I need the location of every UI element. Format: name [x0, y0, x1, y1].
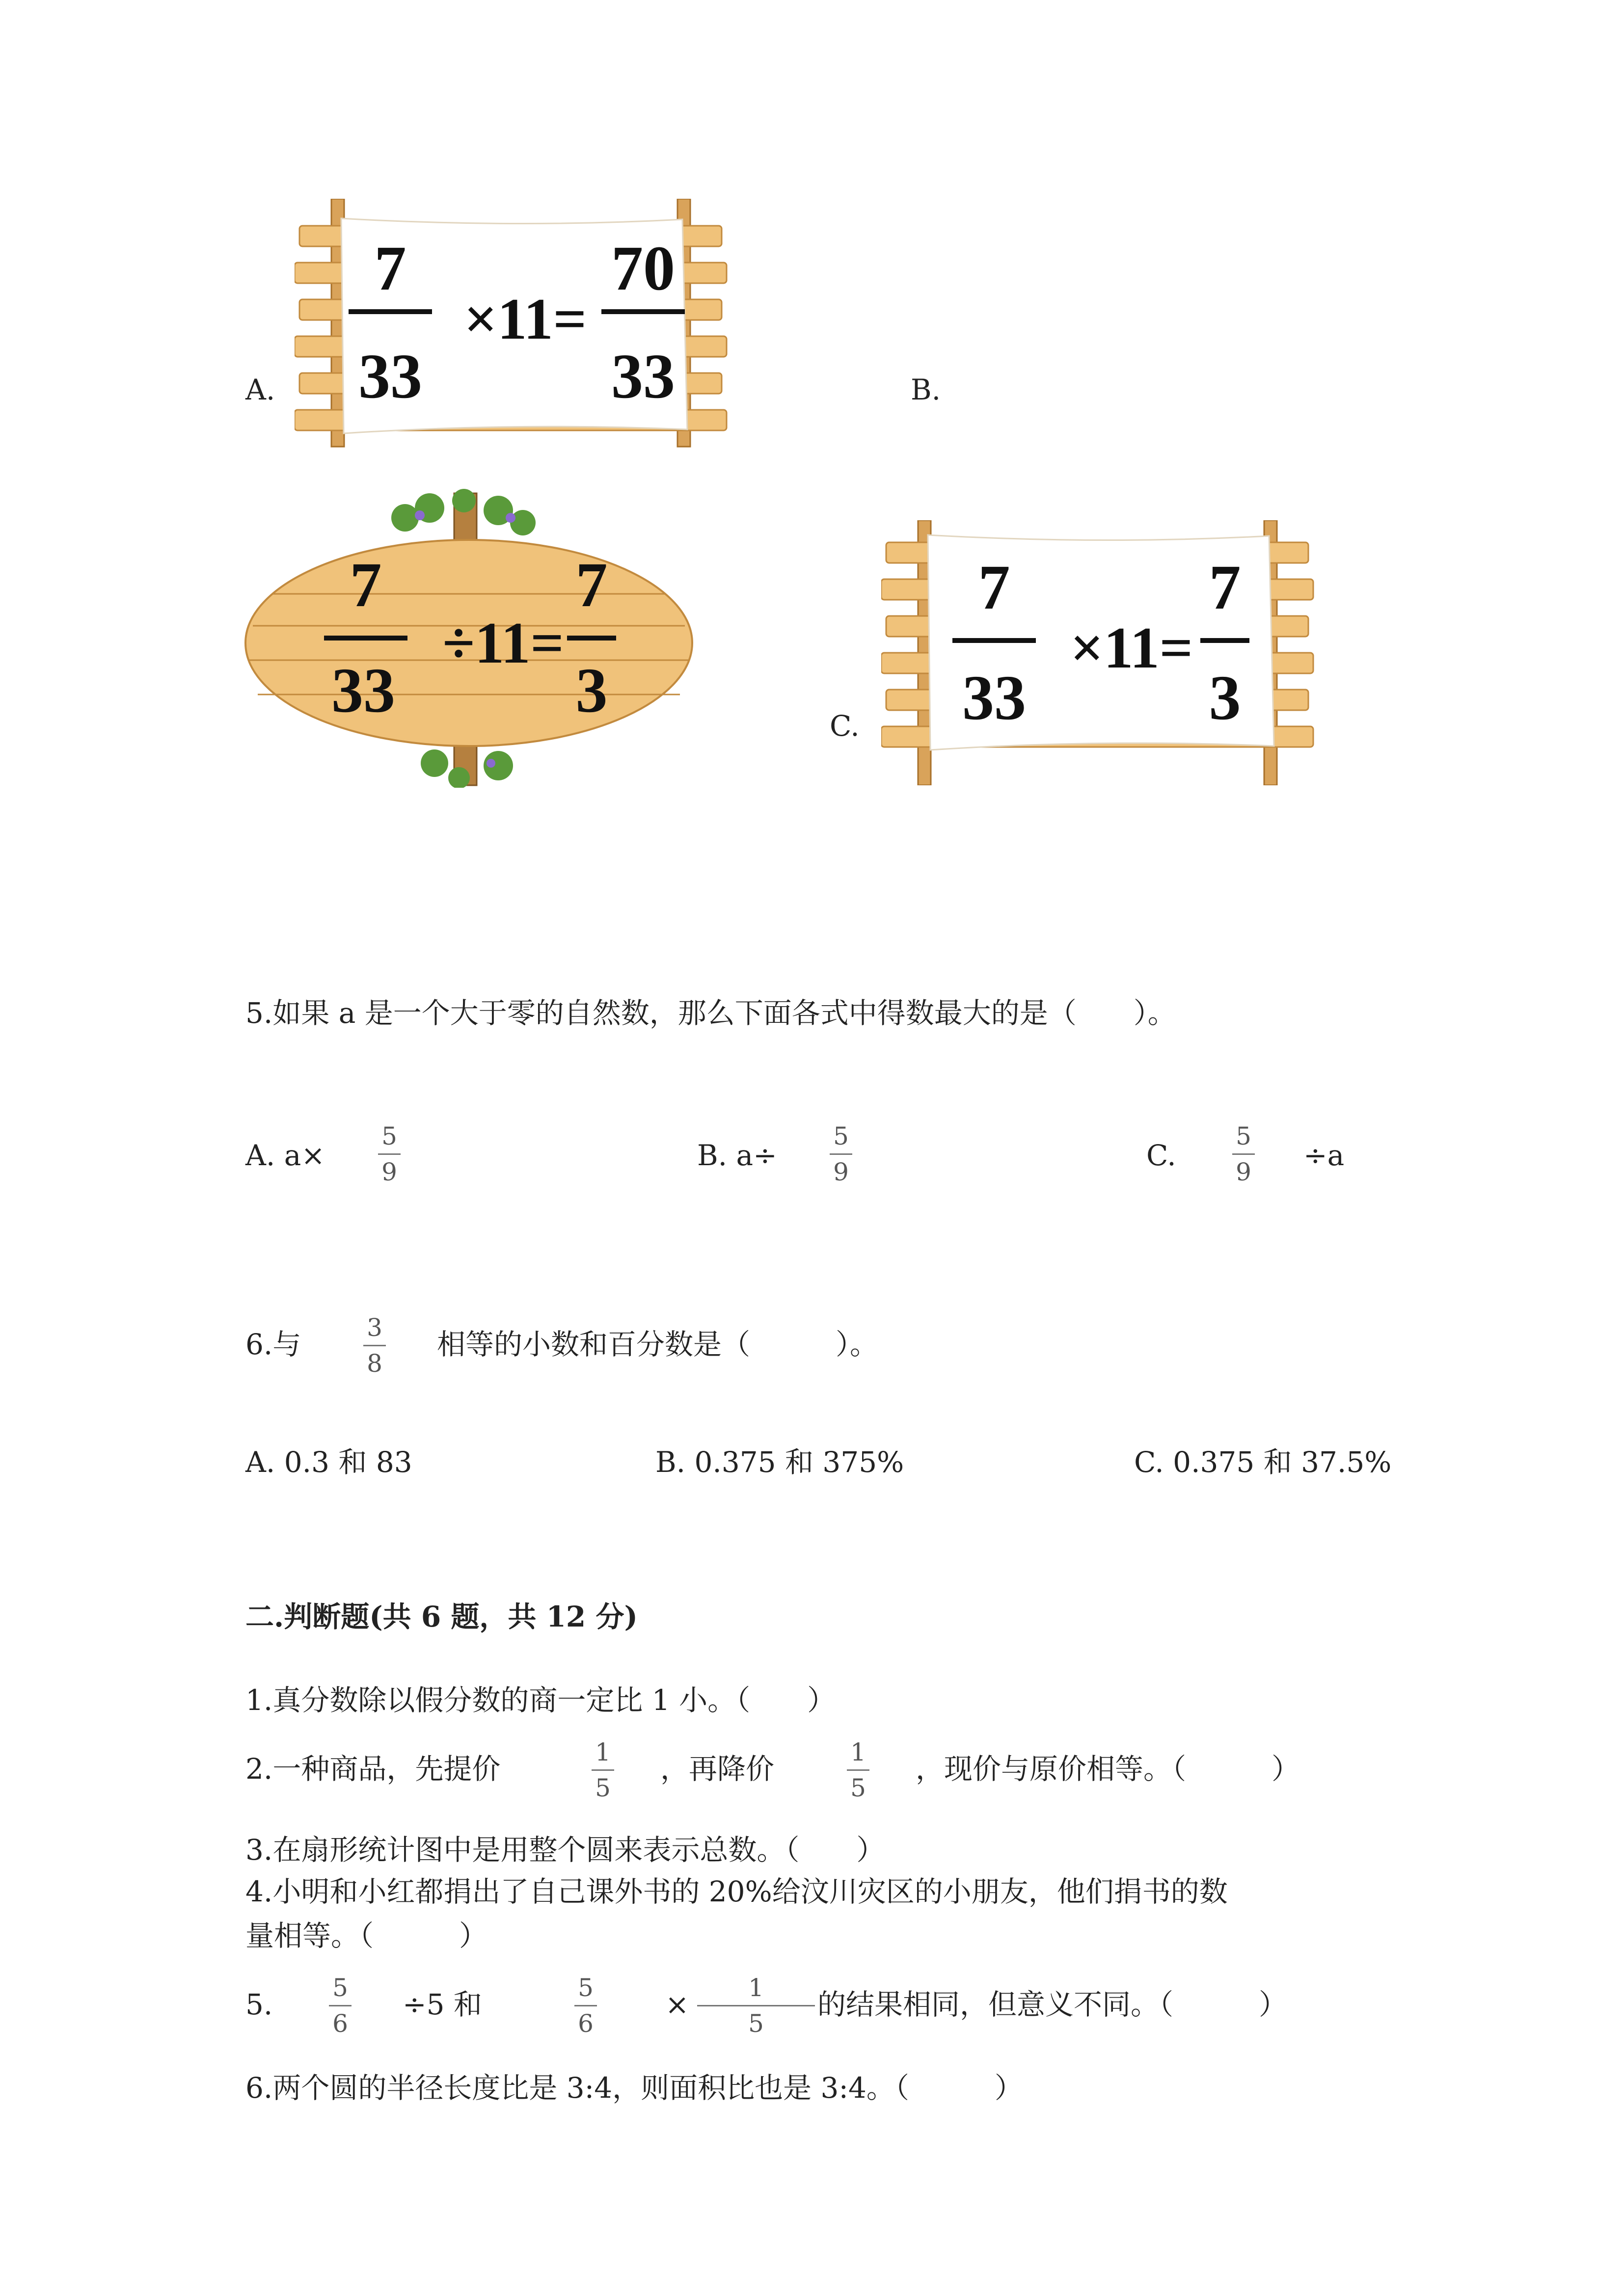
q4-option-a-label: A.: [245, 373, 275, 406]
judge-item-6: 6.两个圆的半径长度比是 3:4，则面积比也是 3:4。（ ）: [245, 2071, 1023, 2105]
judge-item-2-mid: ，再降价: [660, 1752, 775, 1786]
sign-a-den2: 33: [611, 341, 675, 412]
judge-item-4-line-1: 4.小明和小红都捐出了自己课外书的 20%给汶川灾区的小朋友，他们捐书的数: [245, 1875, 1228, 1908]
q6-prefix: 6.与: [245, 1328, 301, 1361]
q5-option-c-suffix: ÷a: [1303, 1139, 1345, 1172]
q6-option-b: B. 0.375 和 375%: [655, 1445, 904, 1479]
sign-b-num2: 7: [575, 550, 608, 620]
judge-item-1: 1.真分数除以假分数的商一定比 1 小。（ ）: [245, 1683, 836, 1717]
q4-option-b-label: B.: [911, 373, 941, 406]
q5-option-a: A. a×: [245, 1139, 325, 1172]
q6-option-a: A. 0.3 和 83: [245, 1445, 412, 1479]
judge-item-5-prefix: 5.: [245, 1988, 273, 2021]
q5-stem: 5.如果 a 是一个大于零的自然数，那么下面各式中得数最大的是（ ）。: [245, 996, 1176, 1030]
sign-c-den1: 33: [962, 663, 1026, 733]
q5-option-b: B. a÷: [697, 1139, 777, 1172]
q5-option-c: C.: [1146, 1139, 1176, 1172]
judge-item-5-mid-1: ÷5 和: [403, 1988, 482, 2021]
sign-board-c: [881, 520, 1323, 785]
judge-item-3: 3.在扇形统计图中是用整个圆来表示总数。（ ）: [245, 1833, 885, 1867]
sign-board-b: [243, 488, 697, 788]
sign-b-num1: 7: [350, 550, 382, 620]
sign-a-num1: 7: [374, 233, 406, 304]
q5-option-a-fraction: 5 9: [378, 1124, 401, 1184]
q6-suffix: 相等的小数和百分数是（ ）。: [437, 1328, 879, 1361]
sign-b-den2: 3: [575, 655, 608, 726]
q5-option-c-fraction: 5 9: [1232, 1124, 1255, 1184]
judge-item-2-prefix: 2.一种商品，先提价: [245, 1752, 501, 1786]
judge-item-5-fraction-3: 1 5: [697, 1976, 815, 2036]
judge-item-5-mid-2: ×: [665, 1988, 689, 2021]
q6-option-c: C. 0.375 和 37.5%: [1134, 1445, 1392, 1479]
judge-item-2-suffix: ，现价与原价相等。（ ）: [916, 1752, 1300, 1786]
q5-option-b-fraction: 5 9: [830, 1124, 852, 1184]
sign-a-num2: 70: [611, 233, 675, 304]
sign-c-den2: 3: [1209, 663, 1241, 733]
sign-board-a: [295, 199, 736, 449]
sign-a-den1: 33: [358, 341, 422, 412]
judge-item-2-fraction-2: 1 5: [847, 1740, 869, 1800]
q6-fraction: 3 8: [363, 1315, 386, 1376]
judge-item-5-suffix: 的结果相同，但意义不同。（ ）: [817, 1988, 1288, 2021]
judge-item-4-line-2: 量相等。（ ）: [245, 1919, 488, 1952]
judge-item-5-fraction-1: 5 6: [329, 1976, 352, 2036]
sign-c-num1: 7: [978, 552, 1010, 623]
judge-item-5-fraction-2: 5 6: [574, 1976, 597, 2036]
sign-b-den1: 33: [331, 655, 395, 726]
sign-a-op: ×11=: [463, 286, 587, 351]
section-2-heading: 二.判断题(共 6 题，共 12 分): [245, 1600, 638, 1633]
sign-c-num2: 7: [1209, 552, 1241, 623]
sign-b-op: ÷11=: [442, 610, 564, 675]
q4-option-c-label: C.: [830, 709, 860, 743]
sign-c-op: ×11=: [1070, 615, 1193, 680]
judge-item-2-fraction-1: 1 5: [592, 1740, 614, 1800]
